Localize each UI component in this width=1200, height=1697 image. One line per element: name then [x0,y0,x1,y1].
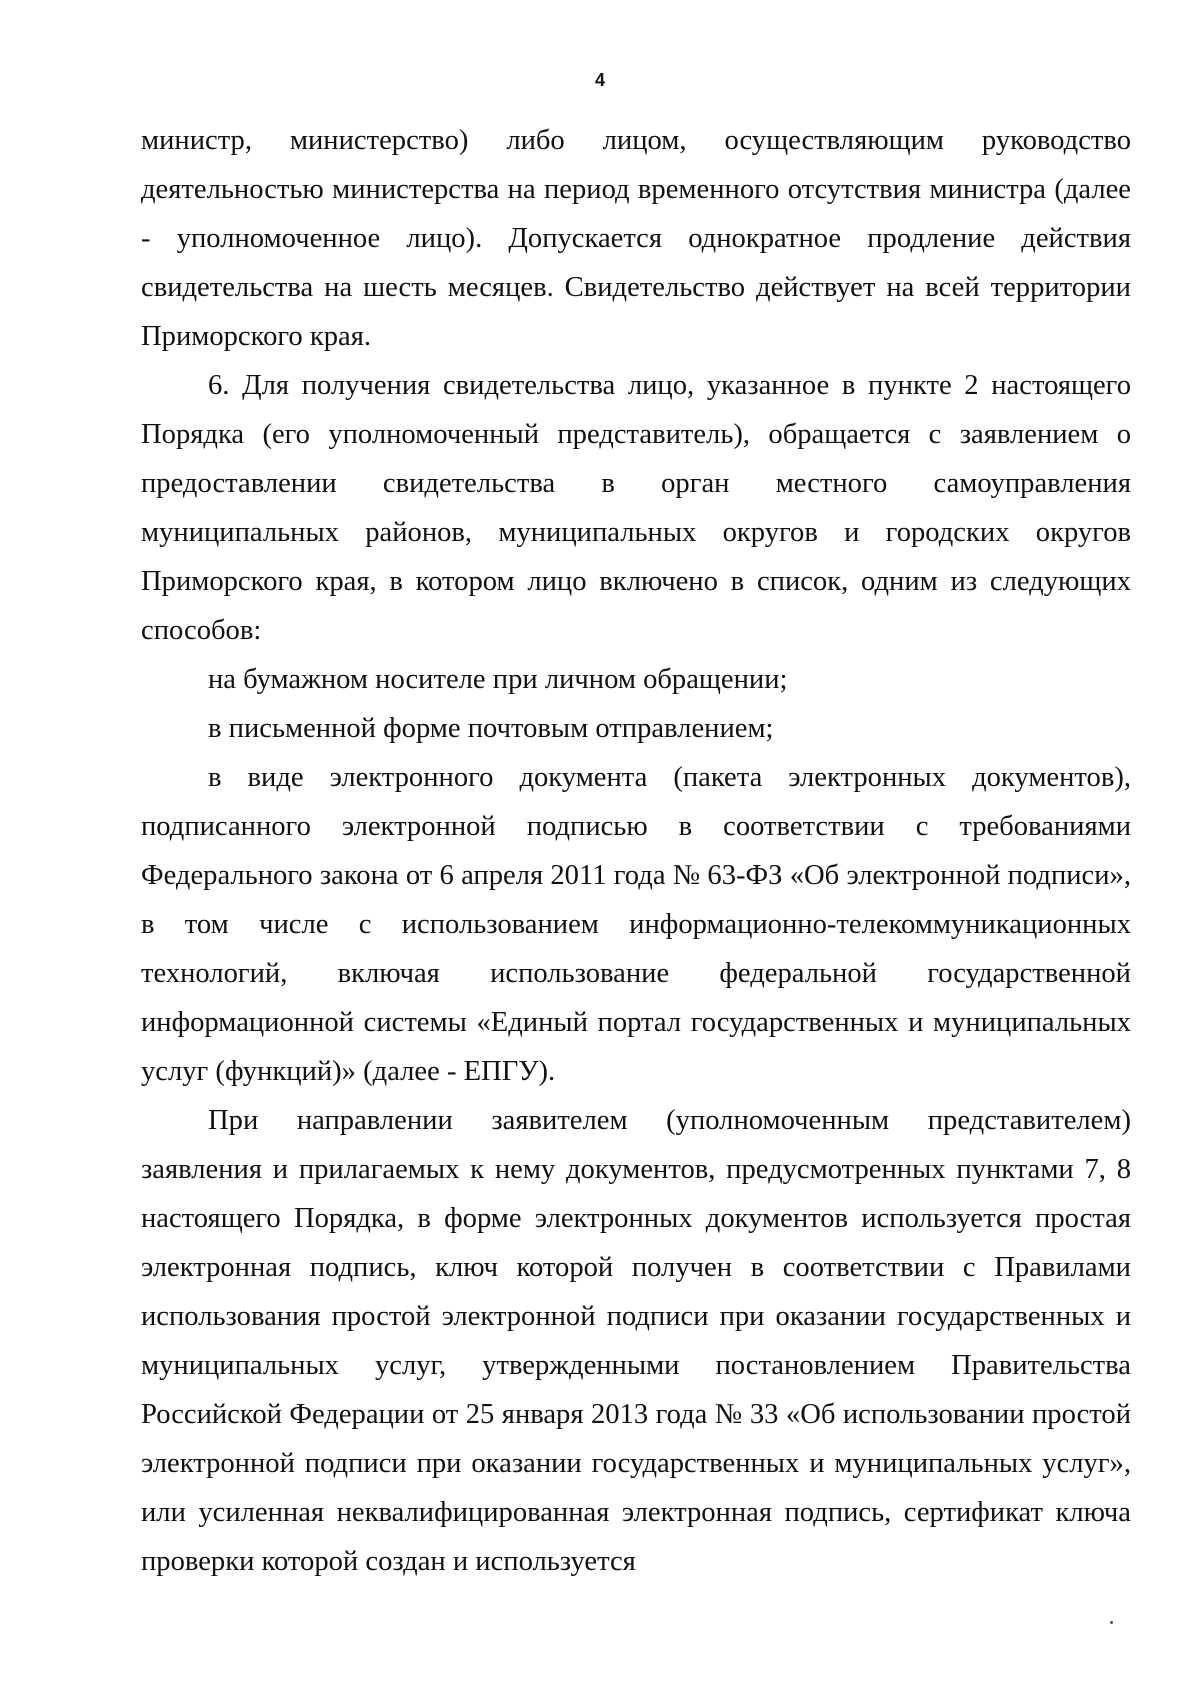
paragraph-continuation: министр, министерство) либо лицом, осуществляющим руководство деятельностью министерства на период временного отсутствия министра (далее - уполномоченное лицо). Допускается однократное продление действия свидетельства на шесть месяцев. Свидетельство действует на всей территории Приморского края. [141,125,1131,352]
paragraph-electronic-signature: При направлении заявителем (уполномоченным представителем) заявления и прилагаемых к нему документов, предусмотренных пунктами 7, 8 настоящего Порядка, в форме электронных документов используется простая электронная подпись, ключ которой получен в соответствии с Правилами использования простой электронной подписи при оказании государственных и муниципальных услуг, утвержденными постановлением Правительства Российской Федерации от 25 января 2013 года № 33 «Об использовании простой электронной подписи при оказании государственных и муниципальных услуг», или усиленная неквалифицированная электронная подпись, сертификат ключа проверки которой создан и используется [141,1105,1131,1577]
paragraph-item-6: 6. Для получения свидетельства лицо, указанное в пункте 2 настоящего Порядка (его уполномоченный представитель), обращается с заявлением о предоставлении свидетельства в орган местного самоуправления муниципальных районов, муниципальных округов и городских округов Приморского края, в котором лицо включено в список, одним из следующих способов: [141,370,1131,646]
paragraph-method-mail: в письменной форме почтовым отправлением; [208,713,774,744]
paragraph-method-paper: на бумажном носителе при личном обращении; [208,664,788,695]
page-number: 4 [594,70,605,90]
document-body [141,116,1131,1586]
scan-artifact [1110,1621,1113,1624]
paragraph-method-electronic: в виде электронного документа (пакета электронных документов), подписанного электронной подписью в соответствии с требованиями Федерального закона от 6 апреля 2011 года № 63-ФЗ «Об электронной подписи», в том числе с использованием информационно-телекоммуникационных технологий, включая использование федеральной государственной информационной системы «Единый портал государственных и муниципальных услуг (функций)» (далее - ЕПГУ). [141,762,1131,1087]
